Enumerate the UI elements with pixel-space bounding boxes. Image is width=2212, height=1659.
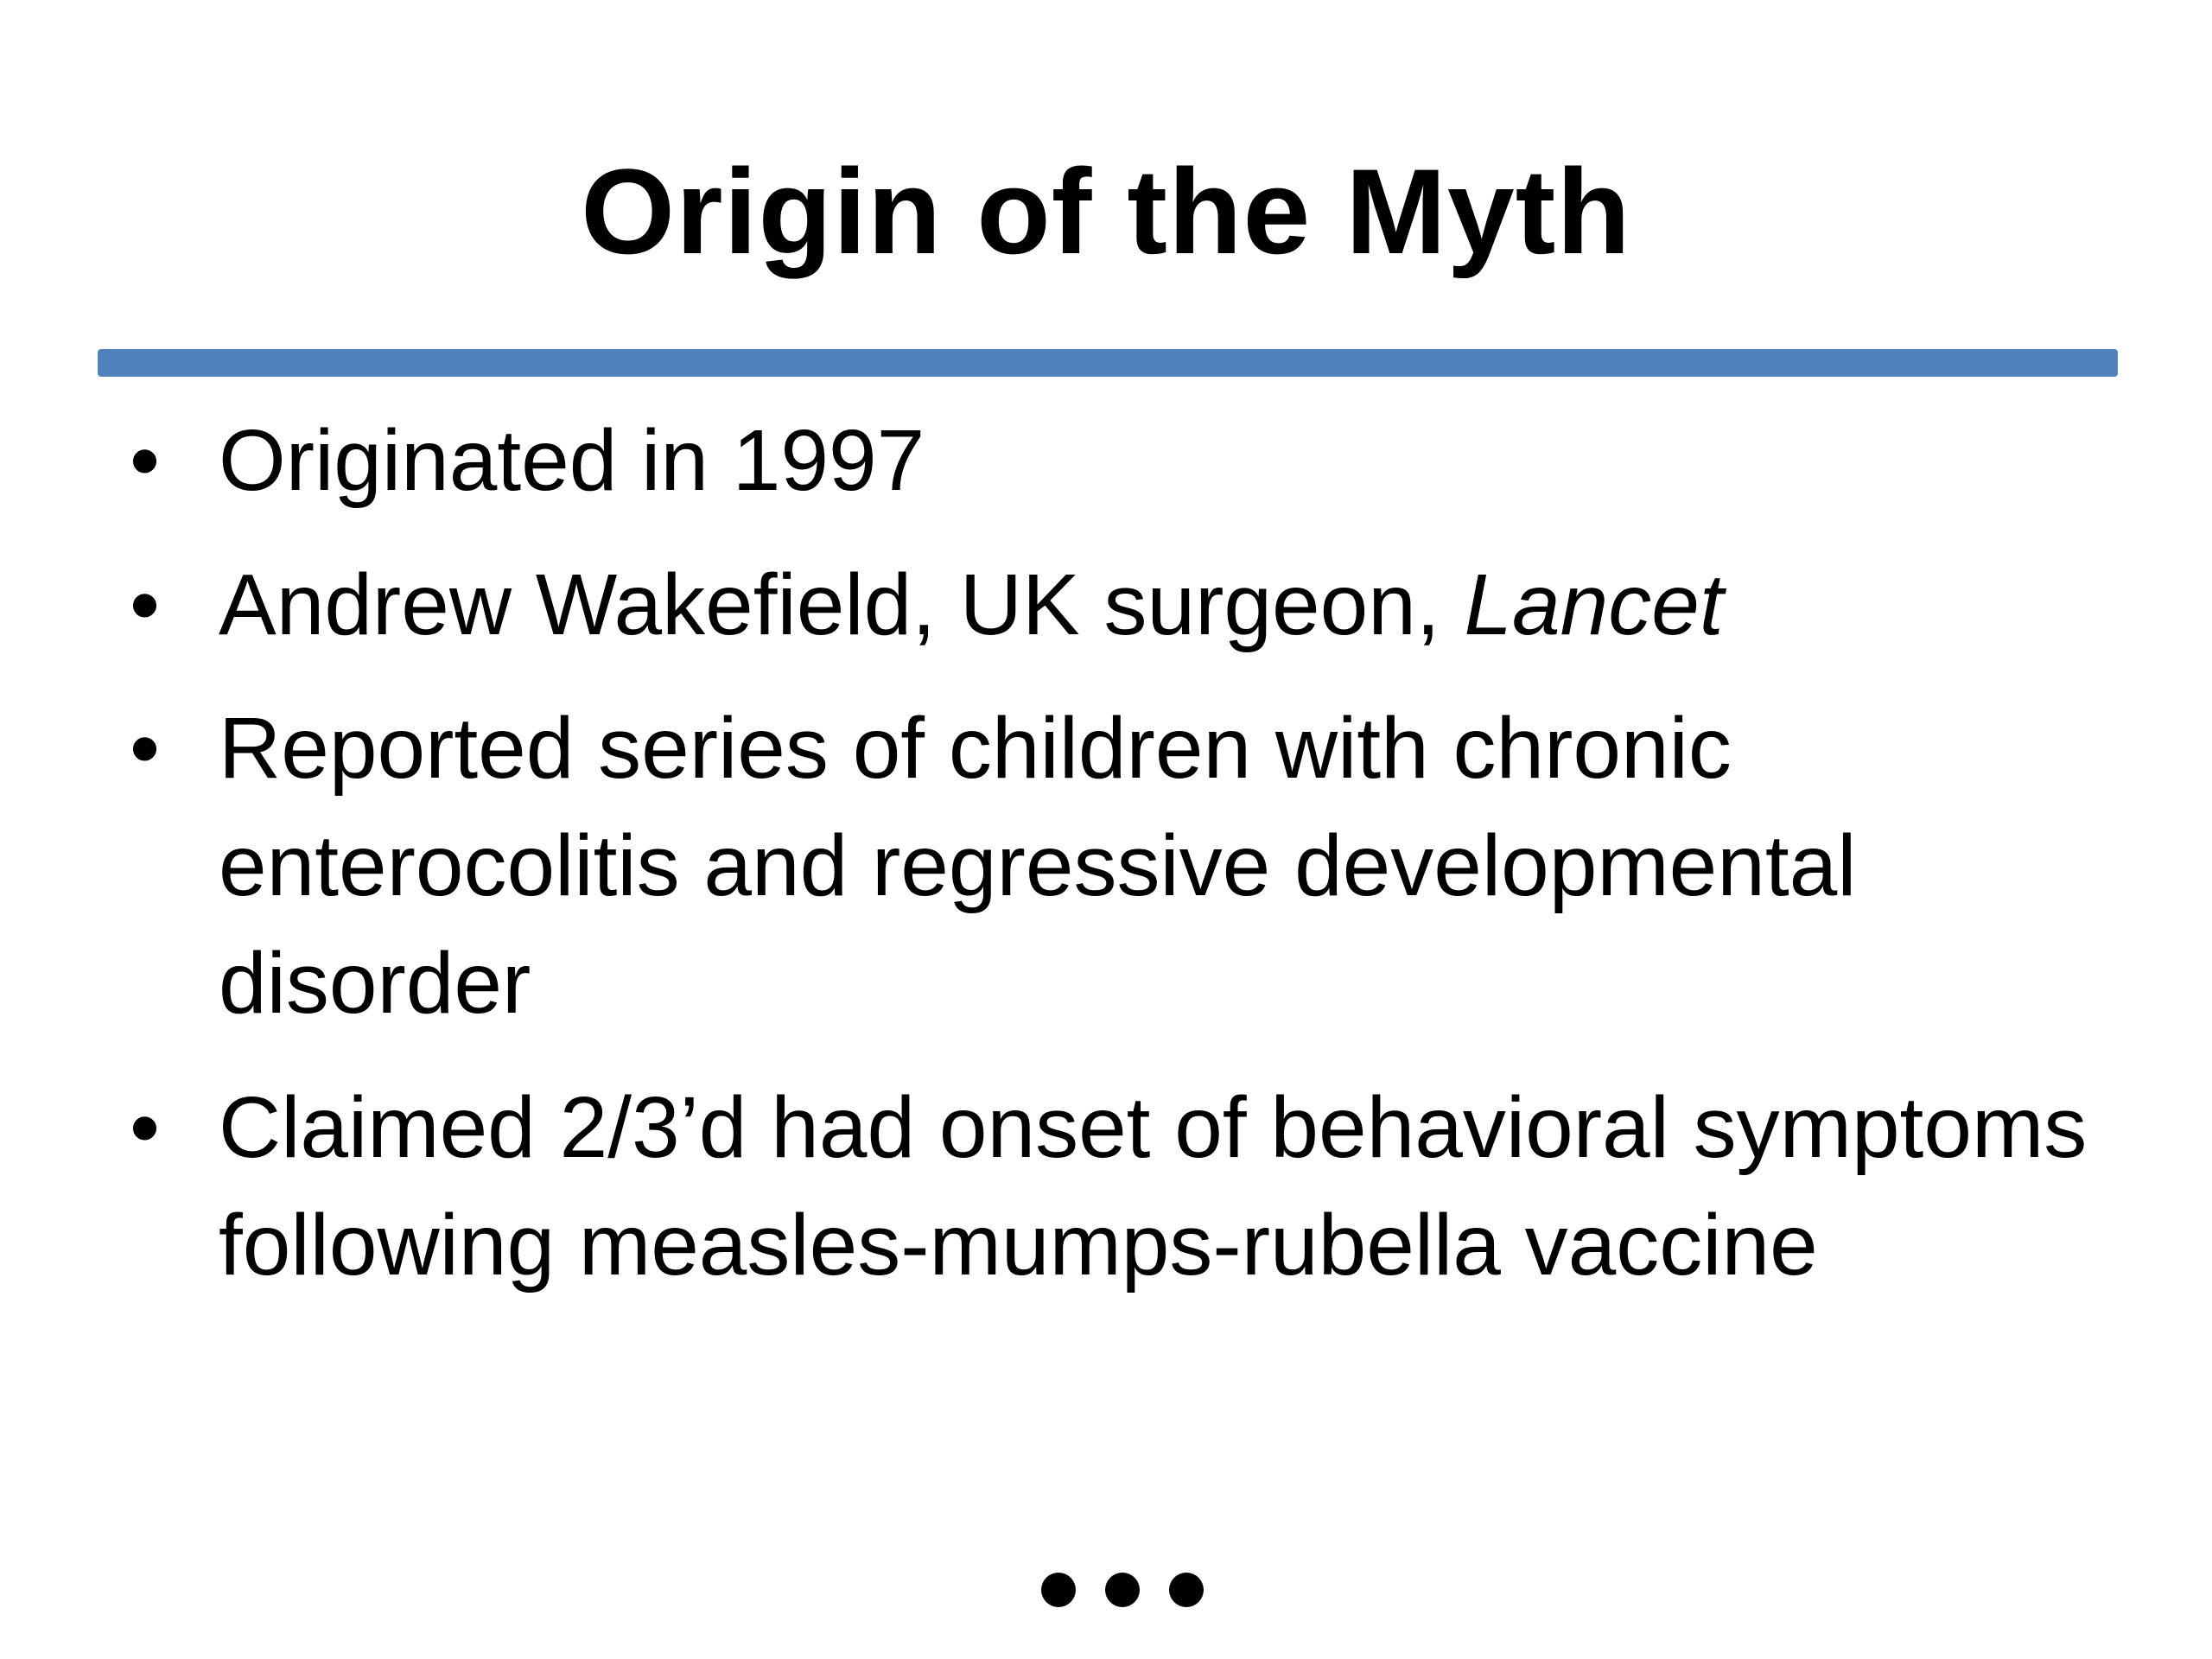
- bullet-text: Originated in 1997: [219, 412, 925, 509]
- ellipsis-icon: [1033, 1573, 1205, 1612]
- bullet-icon: •: [130, 556, 161, 653]
- bullet-icon: •: [130, 700, 161, 797]
- bullet-text: Claimed 2/3’d had onset of behavioral symptoms following measles-mumps-rubella vaccine: [219, 1079, 2088, 1294]
- bullet-text-plain: Andrew Wakefield, UK surgeon,: [219, 556, 1465, 653]
- bullet-text: [219, 546, 2120, 664]
- ellipsis-dot: [1105, 1573, 1140, 1607]
- bullet-icon: •: [130, 412, 161, 509]
- bullet-icon: •: [130, 1079, 161, 1176]
- slide-title: Origin of the Myth: [581, 143, 1631, 279]
- ellipsis-dot: [1169, 1573, 1204, 1607]
- bullet-text: Reported series of children with chronic enterocolitis and regressive developmental disorder: [219, 700, 1857, 1032]
- ellipsis-dot: [1041, 1573, 1076, 1607]
- journal-name: Lancet: [1464, 556, 1724, 653]
